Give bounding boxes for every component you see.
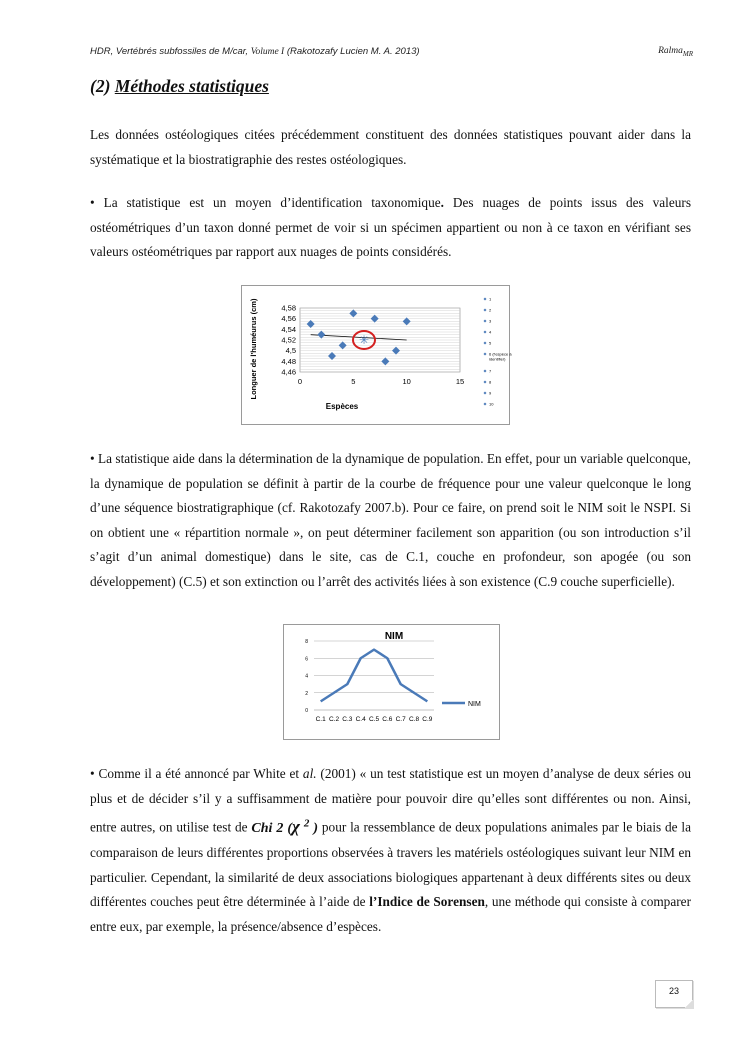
- header-left: [90, 46, 420, 57]
- nim-legend-label: NIM: [468, 701, 481, 708]
- scatter-ytick-label: 4,58: [281, 303, 296, 313]
- header-right-sub: MR: [682, 49, 693, 58]
- scatter-legend-label: 9: [489, 390, 492, 396]
- scatter-legend-marker: [484, 403, 487, 406]
- sorensen-index: l’Indice de Sorensen: [369, 894, 485, 910]
- scatter-xtick-label: 10: [402, 377, 411, 386]
- section-number: (2): [90, 76, 111, 96]
- scatter-legend-marker: [484, 298, 487, 301]
- scatter-legend-label: identifier): [489, 356, 506, 362]
- header-author: (Rakotozafy Lucien M. A. 2013): [286, 46, 420, 57]
- scatter-legend-label: 2: [489, 307, 492, 313]
- scatter-legend-label: 8: [489, 379, 492, 385]
- nim-xtick-label: C.2: [328, 716, 340, 723]
- scatter-ylabel: Longuer de l'huméurus (cm): [249, 298, 258, 400]
- paragraph-2: [90, 191, 691, 265]
- nim-title: NIM: [384, 631, 404, 642]
- paragraph-4: [90, 762, 691, 939]
- scatter-legend-marker: [484, 392, 487, 395]
- p2-rest: Des nuages de points issus des valeurs ostéométriques d’un taxon donné permet de voir si un spécimen appartient ou non à ce taxon en vérifiant ses valeurs ostéométriques par rapport aux nuages de points considérés.: [90, 195, 691, 259]
- scatter-xlabel: Espèces: [325, 402, 359, 411]
- paragraph-1: Les données ostéologiques citées précédemment constituent des données statistiques pouvant aider dans la systématique et la biostratigraphie des restes ostéologiques.: [90, 127, 691, 167]
- scatter-legend-label: 1: [489, 296, 492, 302]
- scatter-legend-label: 4: [489, 329, 492, 335]
- nim-xtick-label: C.6: [382, 716, 393, 723]
- paragraph-3: • La statistique aide dans la détermination de la dynamique de population. En effet, pour un variable quelconque, la dynamique de population se définit à partir de la courbe de fréquence pour une valeur quelconque le long d’une séquence biostratigraphique (cf. Rakotozafy 2007.b). Pour ce faire, on prend soit le NIM soit le NSPI. Si on obtient une « répartition normale », on peut déterminer facilement son apparition (ou son introduction s’il s’agit d’un animal domestique) dans le site, cas de C.1, couche en profondeur, son apogée (ou son développement) (C.5) et son extinction ou l’arrêt des activités liées à son existence (C.9 couche superficielle).: [90, 451, 691, 589]
- scatter-chart-svg: [242, 286, 512, 424]
- nim-ytick-label: 8: [305, 639, 308, 645]
- scatter-ytick-label: 4,56: [281, 314, 296, 324]
- nim-xtick-label: C.7: [395, 716, 406, 723]
- scatter-chart: [241, 285, 510, 425]
- nim-xtick-label: C.4: [355, 716, 366, 723]
- scatter-point-target: ✳: [358, 333, 370, 347]
- section-title-text: Méthodes statistiques: [114, 76, 269, 96]
- scatter-legend-marker: [484, 353, 487, 356]
- header-left-text: HDR, Vertébrés subfossiles de M/car,: [90, 46, 249, 57]
- p4-al: al.: [302, 766, 317, 781]
- header-right-text: Ralma: [658, 46, 683, 56]
- p4-d: , une méthode qui consiste à comparer entre eux, par exemple, la présence/absence d’espèces.: [90, 894, 691, 934]
- nim-ytick-label: 6: [305, 656, 308, 663]
- p2-dot: .: [440, 195, 444, 210]
- scatter-ytick-label: 4,54: [281, 324, 296, 334]
- nim-ytick-label: 2: [305, 690, 308, 697]
- nim-xtick-label: C.8: [408, 716, 420, 723]
- header-volume: Volume I: [250, 47, 285, 57]
- nim-ytick-label: 0: [305, 708, 308, 714]
- chi2-close: ): [309, 820, 319, 836]
- nim-chart: [283, 624, 500, 740]
- page-number: 23: [655, 980, 693, 1008]
- p2-start: • La statistique est un moyen d’identification taxonomique: [90, 195, 441, 210]
- scatter-legend-marker: [484, 381, 487, 384]
- scatter-legend-marker: [484, 331, 487, 334]
- nim-xtick-label: C.1: [315, 716, 326, 723]
- scatter-legend-label: 3: [489, 318, 492, 324]
- scatter-ytick-label: 4,52: [281, 335, 296, 345]
- header-right: [658, 46, 693, 58]
- p4-b: (2001) « un test statistique est un moyen d’analyse de deux séries ou plus et de décider s’il y a suffisamment de matière pour pouvoir dire qu’elles sont différentes ou non. Ainsi, entre autres, on utilise test de: [90, 766, 692, 835]
- scatter-legend-marker: [484, 370, 487, 373]
- chi2-label: [251, 816, 319, 836]
- chi-superscript: 2: [303, 817, 310, 829]
- chi2-text: Chi 2 (: [251, 820, 293, 836]
- scatter-legend-marker: [484, 309, 487, 312]
- scatter-xtick-label: 0: [297, 377, 303, 386]
- section-title: [90, 76, 269, 97]
- nim-chart-svg: [284, 625, 499, 739]
- scatter-legend-label: 10: [489, 401, 494, 407]
- nim-xtick-label: C.5: [368, 716, 380, 723]
- scatter-legend-marker: [484, 342, 487, 345]
- chi-symbol: χ: [292, 816, 300, 836]
- nim-xtick-label: C.9: [422, 716, 433, 723]
- scatter-legend-label: 6 (l'espèce à: [489, 351, 512, 357]
- p4-c: pour la ressemblance de deux populations animales par le biais de la comparaison de leurs différentes proportions observées à travers les matériels ostéologiques suivant leur NIM en particulier. Cependant, la similarité de deux associations biologiques appartenant à deux différents sites ou deux différentes couches peut être déterminée à l’aide de: [90, 819, 691, 910]
- scatter-legend-marker: [484, 320, 487, 323]
- scatter-xtick-label: 15: [455, 377, 465, 386]
- page-header: [90, 46, 693, 62]
- scatter-xtick-label: 5: [351, 377, 356, 386]
- p4-a: • Comme il a été annoncé par White et: [90, 766, 303, 781]
- scatter-ytick-label: 4,46: [281, 367, 296, 377]
- nim-xtick-label: C.3: [342, 716, 353, 723]
- scatter-legend-label: 7: [489, 368, 492, 374]
- scatter-ytick-label: 4,48: [281, 356, 296, 366]
- scatter-legend-label: 5: [489, 340, 492, 346]
- scatter-ytick-label: 4,5: [285, 346, 296, 356]
- nim-ytick-label: 4: [305, 673, 308, 680]
